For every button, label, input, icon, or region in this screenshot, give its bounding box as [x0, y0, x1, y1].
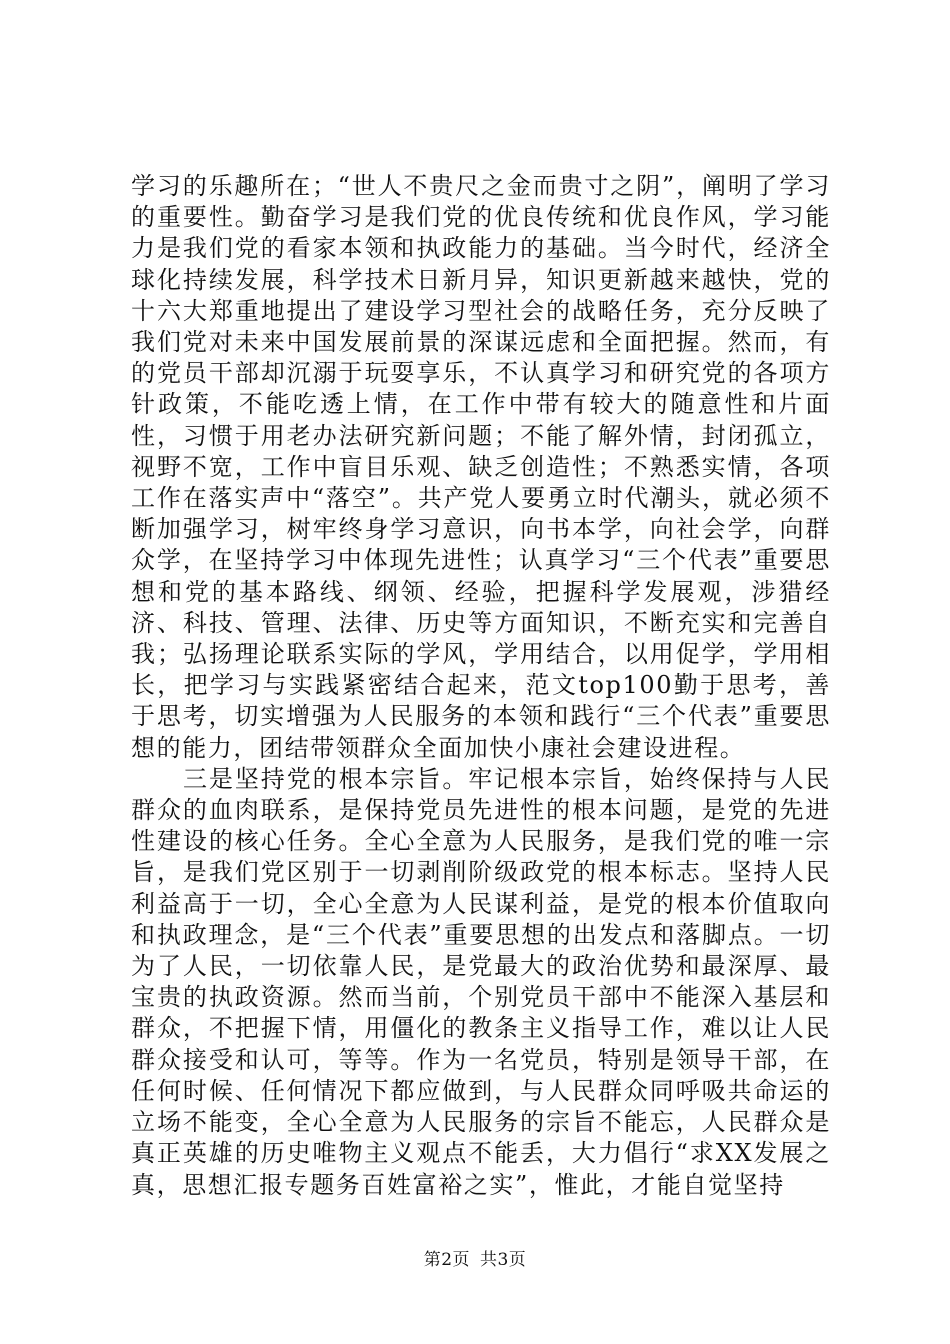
page-footer — [0, 1245, 950, 1270]
total-pages: 共3页 — [479, 1250, 527, 1270]
document-body — [131, 171, 831, 1201]
paragraph-1: 学习的乐趣所在；“世人不贵尺之金而贵寸之阴”，阐明了学习的重要性。勤奋学习是我们党的优良传统和优良作风，学习能力是我们党的看家本领和执政能力的基础。当今时代，经济全球化持续发展，科学技术日新月异，知识更新越来越快，党的十六大郑重地提出了建设学习型社会的战略任务，充分反映了我们党对未来中国发展前景的深谋远虑和全面把握。然而，有的党员干部却沉溺于玩耍享乐，不认真学习和研究党的各项方针政策，不能吃透上情，在工作中带有较大的随意性和片面性，习惯于用老办法研究新问题；不能了解外情，封闭孤立，视野不宽，工作中盲目乐观、缺乏创造性；不熟悉实情，各项工作在落实声中“落空”。共产党人要勇立时代潮头，就必须不断加强学习，树牢终身学习意识，向书本学，向社会学，向群众学，在坚持学习中体现先进性；认真学习“三个代表”重要思想和党的基本路线、纲领、经验，把握科学发展观，涉猎经济、科技、管理、法律、历史等方面知识，不断充实和完善自我；弘扬理论联系实际的学风，学用结合，以用促学，学用相长，把学习与实践紧密结合起来，范文top100勤于思考，善于思考，切实增强为人民服务的本领和践行“三个代表”重要思想的能力，团结带领群众全面加快小康社会建设进程。 — [131, 172, 831, 762]
paragraph-2: 三是坚持党的根本宗旨。牢记根本宗旨，始终保持与人民群众的血肉联系，是保持党员先进性的根本问题，是党的先进性建设的核心任务。全心全意为人民服务，是我们党的唯一宗旨，是我们党区别于一切剥削阶级政党的根本标志。坚持人民利益高于一切，全心全意为人民谋利益，是党的根本价值取向和执政理念，是“三个代表”重要思想的出发点和落脚点。一切为了人民，一切依靠人民，是党最大的政治优势和最深厚、最宝贵的执政资源。然而当前，个别党员干部中不能深入基层和群众，不把握下情，用僵化的教条主义指导工作，难以让人民群众接受和认可，等等。作为一名党员，特别是领导干部，在任何时候、任何情况下都应做到，与人民群众同呼吸共命运的立场不能变，全心全意为人民服务的宗旨不能忘，人民群众是真正英雄的历史唯物主义观点不能丢，大力倡行“求XX发展之真，思想汇报专题务百姓富裕之实”，惟此，才能自觉坚持 — [131, 764, 831, 1199]
page-number: 第2页 — [423, 1250, 471, 1270]
